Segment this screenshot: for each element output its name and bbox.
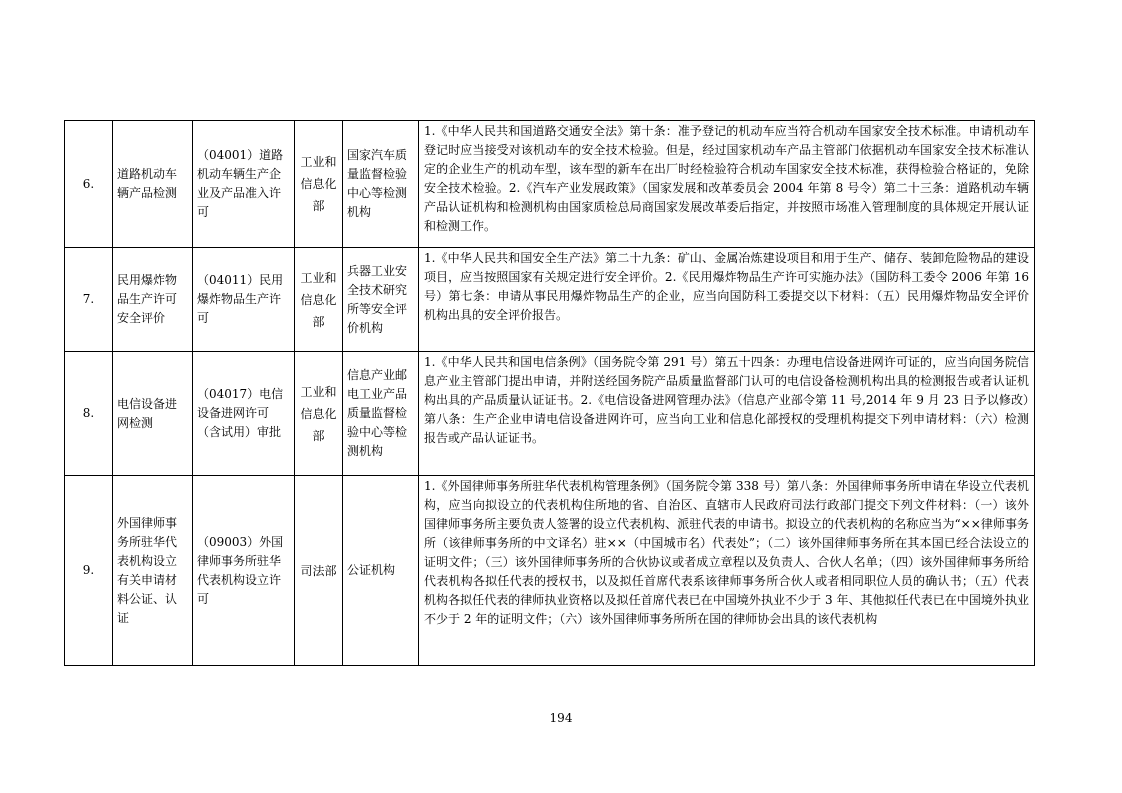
service-organization: 兵器工业安全技术研究所等安全评价机构 xyxy=(343,248,419,352)
legal-basis: 1.《外国律师事务所驻华代表机构管理条例》（国务院令第 338 号）第八条：外国律师事务所申请在华设立代表机构，应当向拟设立的代表机构住所地的省、自治区、直辖市人民政府司法行政部门提交下列文件材料：（一）该外国律师事务所主要负责人签署的设立代表机构、派驻代表的申请书。拟设立的代表机构的名称应当为“××律师事务所（该律师事务所的中文译名）驻××（中国城市名）代表处”；（二）该外国律师事务所在其本国已经合法设立的证明文件；（三）该外国律师事务所的合伙协议或者成立章程以及负责人、合伙人名单；（四）该外国律师事务所给代表机构各拟任代表的授权书，以及拟任首席代表系该律师事务所合伙人或者相同职位人员的确认书；（五）代表机构各拟任代表的律师执业资格以及拟任首席代表已在中国境外执业不少于 3 年、其他拟任代表已在中国境外执业不少于 2 年的证明文件；（六）该外国律师事务所所在国的律师协会出具的该代表机构 xyxy=(419,476,1035,666)
service-item: 道路机动车辆产品检测 xyxy=(113,121,193,248)
row-number: 9. xyxy=(65,476,113,666)
department: 工业和信息化部 xyxy=(295,121,343,248)
row-number: 6. xyxy=(65,121,113,248)
table-row xyxy=(65,352,1035,476)
page-number: 194 xyxy=(549,711,573,725)
legal-basis: 1.《中华人民共和国安全生产法》第二十九条：矿山、金属冶炼建设项目和用于生产、储存、装卸危险物品的建设项目，应当按照国家有关规定进行安全评价。2.《民用爆炸物品生产许可实施办法》（国防科工委令 2006 年第 16 号）第七条：申请从事民用爆炸物品生产的企业，应当向国防科工委提交以下材料：（五）民用爆炸物品安全评价机构出具的安全评价报告。 xyxy=(419,248,1035,352)
row-number: 8. xyxy=(65,352,113,476)
approval-item: （04017）电信设备进网许可（含试用）审批 xyxy=(193,352,295,476)
department: 司法部 xyxy=(295,476,343,666)
department: 工业和信息化部 xyxy=(295,248,343,352)
service-organization: 公证机构 xyxy=(343,476,419,666)
legal-basis: 1.《中华人民共和国道路交通安全法》第十条：准予登记的机动车应当符合机动车国家安全技术标准。申请机动车登记时应当接受对该机动车的安全技术检验。但是，经过国家机动车产品主管部门依据机动车国家安全技术标准认定的企业生产的机动车型，该车型的新车在出厂时经检验符合机动车国家安全技术标准，获得检验合格证的，免除安全技术检验。2.《汽车产业发展政策》（国家发展和改革委员会 2004 年第 8 号令）第二十三条：道路机动车辆产品认证机构和检测机构由国家质检总局商国家发展改革委后指定，并按照市场准入管理制度的具体规定开展认证和检测工作。 xyxy=(419,121,1035,248)
service-organization: 信息产业邮电工业产品质量监督检验中心等检测机构 xyxy=(343,352,419,476)
table-row xyxy=(65,476,1035,666)
regulation-table xyxy=(64,120,1035,666)
legal-basis: 1.《中华人民共和国电信条例》（国务院令第 291 号）第五十四条：办理电信设备进网许可证的，应当向国务院信息产业主管部门提出申请，并附送经国务院产品质量监督部门认可的电信设备检测机构出具的检测报告或者认证机构出具的产品质量认证证书。2.《电信设备进网管理办法》（信息产业部令第 11 号,2014 年 9 月 23 日予以修改）第八条：生产企业申请电信设备进网许可，应当向工业和信息化部授权的受理机构提交下列申请材料：（六）检测报告或产品认证证书。 xyxy=(419,352,1035,476)
service-item: 电信设备进网检测 xyxy=(113,352,193,476)
department: 工业和信息化部 xyxy=(295,352,343,476)
service-item: 外国律师事务所驻华代表机构设立有关申请材料公证、认证 xyxy=(113,476,193,666)
service-organization: 国家汽车质量监督检验中心等检测机构 xyxy=(343,121,419,248)
row-number: 7. xyxy=(65,248,113,352)
table-row xyxy=(65,248,1035,352)
service-item: 民用爆炸物品生产许可安全评价 xyxy=(113,248,193,352)
approval-item: （04011）民用爆炸物品生产许可 xyxy=(193,248,295,352)
table-row xyxy=(65,121,1035,248)
approval-item: （04001）道路机动车辆生产企业及产品准入许可 xyxy=(193,121,295,248)
approval-item: （09003）外国律师事务所驻华代表机构设立许可 xyxy=(193,476,295,666)
